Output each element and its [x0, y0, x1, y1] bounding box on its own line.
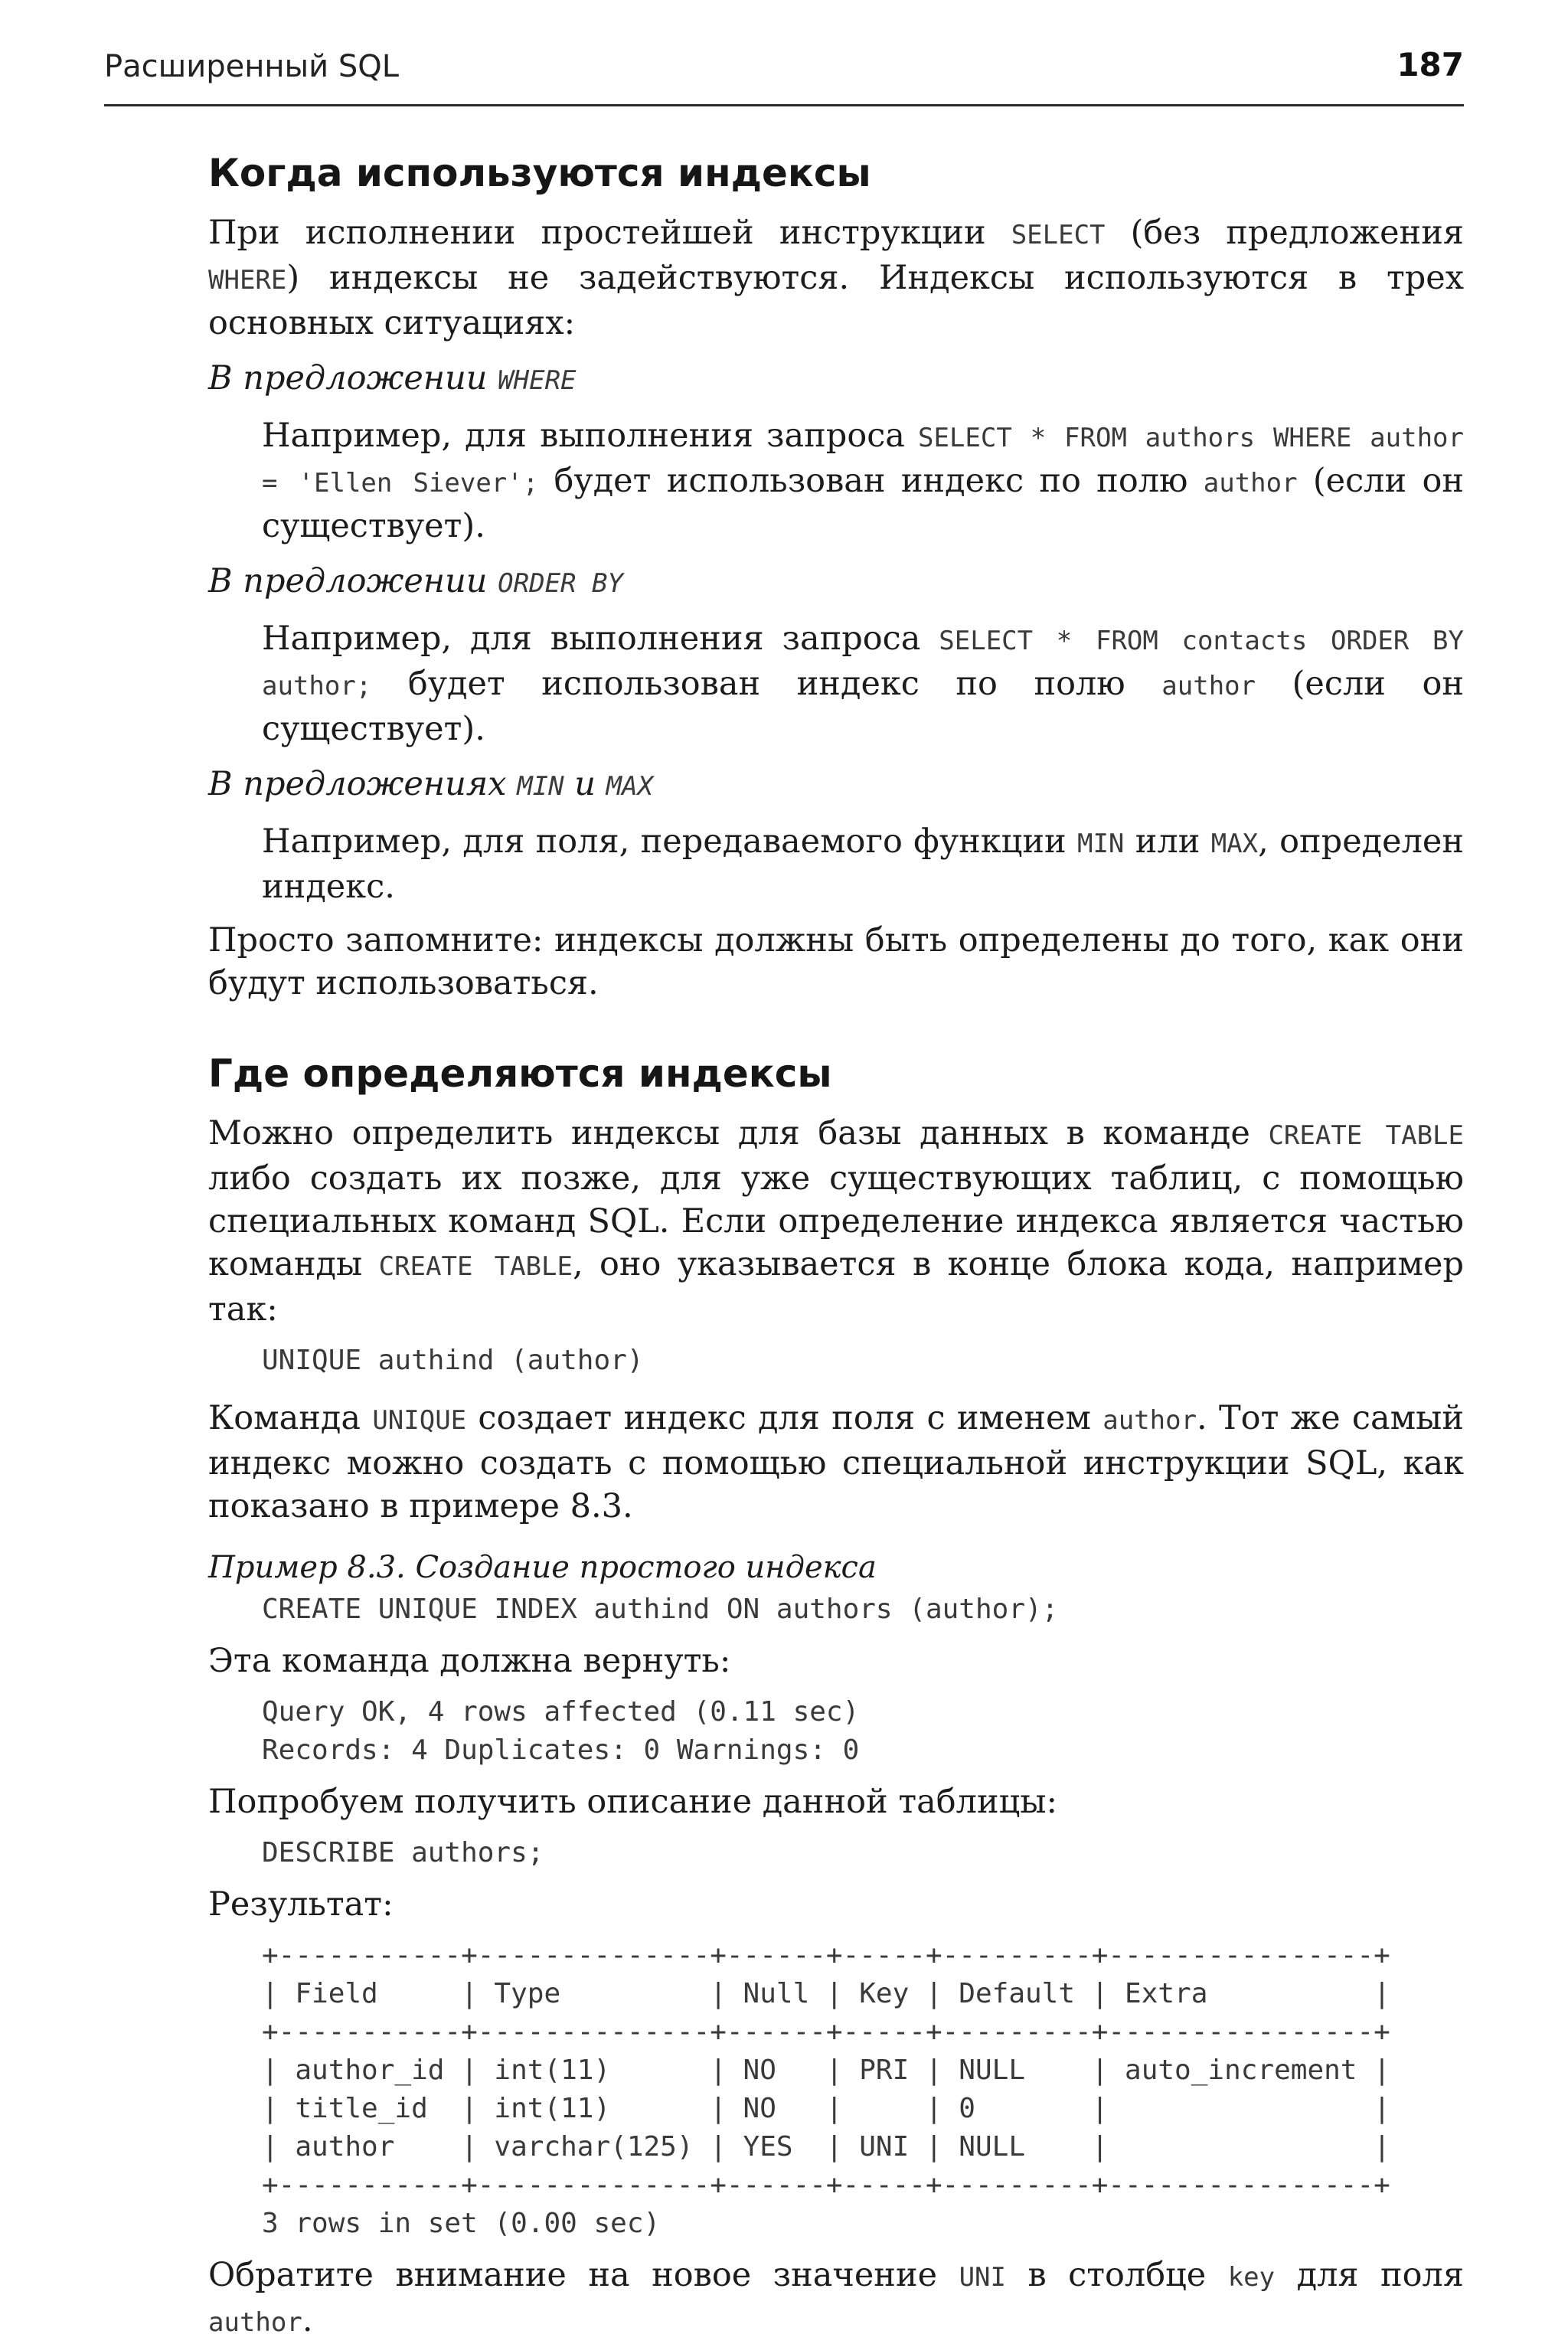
page-number: 187	[1396, 46, 1464, 83]
code-create-table: CREATE TABLE	[378, 1251, 573, 1282]
text: для поля	[1275, 2256, 1464, 2294]
text: либо создать их позже, для уже существующих таблиц, с помощью специальных команд SQL. Если определение индекса является частью команды	[208, 1159, 1464, 1283]
text: будет использован индекс по полю	[371, 665, 1162, 703]
text: Команда	[208, 1399, 373, 1437]
text: При исполнении простейшей инструкции	[208, 214, 1011, 252]
term-code: WHERE	[498, 365, 577, 396]
code-query: SELECT * FROM authors WHERE author = 'Ellen Siever';	[262, 423, 1464, 499]
code-min: MIN	[1076, 829, 1125, 859]
code-create-index: CREATE UNIQUE INDEX authind ON authors (author);	[262, 1594, 1059, 1625]
text: ) индексы не задействуются. Индексы используются в трех основных ситуациях:	[208, 259, 1464, 342]
section-heading-where: Где определяются индексы	[208, 1051, 832, 1096]
text: Обратите внимание на новое значение	[208, 2256, 959, 2294]
code-create-table: CREATE TABLE	[1268, 1120, 1464, 1151]
text: Например, для выполнения запроса	[262, 417, 918, 455]
term-code-min: MIN	[517, 771, 564, 802]
term-where	[208, 355, 1464, 404]
term-code: ORDER BY	[498, 568, 623, 599]
definition-order-by	[262, 617, 1464, 750]
term-and: и	[564, 765, 606, 803]
text: Можно определить индексы для базы данных в команде	[208, 1114, 1269, 1152]
paragraph-returns: Эта команда должна вернуть:	[208, 1642, 731, 1680]
term-text: В предложениях	[208, 765, 518, 803]
code-unique: UNIQUE authind (author)	[262, 1345, 644, 1376]
code-unique-kw: UNIQUE	[372, 1405, 467, 1436]
term-order-by	[208, 558, 1464, 606]
paragraph-result: Результат:	[208, 1885, 394, 1924]
code-where: WHERE	[208, 265, 287, 296]
code-author: author	[208, 2307, 302, 2338]
text: (если он существует).	[262, 665, 1464, 748]
term-text: В предложении	[208, 562, 498, 600]
paragraph-unique	[208, 1397, 1464, 1528]
running-header	[104, 40, 1464, 106]
page-content	[208, 145, 1464, 2344]
text: (если он существует).	[262, 462, 1464, 545]
text: , определен индекс.	[262, 822, 1464, 906]
definition-min-max	[262, 820, 1464, 908]
term-code-max: MAX	[606, 771, 654, 802]
running-header-title: Расширенный SQL	[104, 49, 399, 84]
text: Например, для поля, передаваемого функции	[262, 822, 1077, 861]
text: .	[302, 2301, 313, 2339]
term-min-max	[208, 761, 1464, 809]
intro-paragraph	[208, 211, 1464, 345]
text: будет использован индекс по полю	[538, 462, 1204, 500]
paragraph-note	[208, 2254, 1464, 2344]
code-query-result: Query OK, 4 rows affected (0.11 sec) Records: 4 Duplicates: 0 Warnings: 0	[262, 1696, 860, 1766]
code-author: author	[1203, 468, 1298, 499]
section-heading-when: Когда используются индексы	[208, 151, 871, 195]
paragraph-create-table	[208, 1112, 1464, 1331]
text: или	[1124, 822, 1211, 861]
code-author: author	[1161, 671, 1256, 701]
code-describe: DESCRIBE authors;	[262, 1837, 544, 1868]
code-query: SELECT * FROM contacts ORDER BY author;	[262, 626, 1464, 701]
text: Например, для выполнения запроса	[262, 620, 939, 658]
text: создает индекс для поля с именем	[466, 1399, 1103, 1437]
code-uni: UNI	[959, 2262, 1006, 2293]
text: (без предложения	[1105, 214, 1464, 252]
paragraph-describe: Попробуем получить описание данной таблицы:	[208, 1783, 1057, 1821]
example-caption: Пример 8.3. Создание простого индекса	[208, 1550, 877, 1585]
text: . Тот же самый индекс можно создать с помощью специальной инструкции SQL, как показано в примере 8.3.	[208, 1399, 1464, 1525]
outro-paragraph: Просто запомните: индексы должны быть определены до того, как они будут использоваться.	[208, 921, 1464, 1002]
text: , оно указывается в конце блока кода, например так:	[208, 1245, 1464, 1329]
code-describe-output: +-----------+--------------+------+-----+---------+----------------+ | Field | Type | Null | Key | Default | Extra | +-----------+--------------+------+-----+---------+----------------+ | author_id | int(11) | NO | PRI | NULL | auto_increment | | title_id | int(11) | NO | | 0 | | | author | varchar(125) | YES | UNI | NULL | | +-----------+--------------+------+-----+---------+----------------+ 3 rows in set (0.00 sec)	[262, 1940, 1390, 2239]
definition-where	[262, 414, 1464, 548]
code-select: SELECT	[1011, 220, 1106, 250]
term-text: В предложении	[208, 359, 498, 397]
code-key: key	[1227, 2262, 1276, 2293]
code-author: author	[1102, 1405, 1197, 1436]
text: в столбце	[1005, 2256, 1228, 2294]
code-max: MAX	[1210, 829, 1259, 859]
